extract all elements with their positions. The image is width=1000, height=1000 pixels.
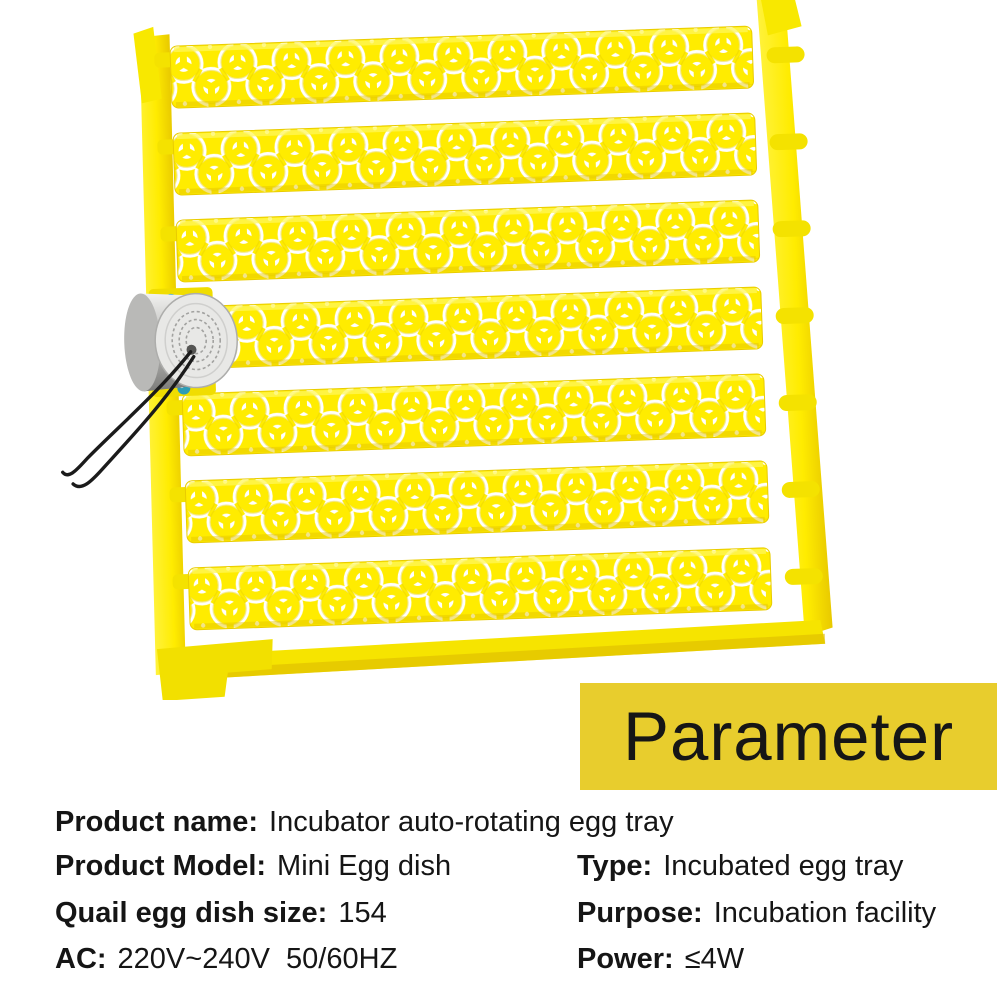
spec-row-model-type bbox=[0, 843, 1000, 889]
spec-row-ac-power bbox=[0, 936, 1000, 982]
spec-label-power: Power: bbox=[577, 942, 674, 975]
spec-label-quail-egg-dish-size: Quail egg dish size: bbox=[55, 896, 328, 929]
spec-value-type: Incubated egg tray bbox=[663, 849, 904, 882]
egg-slat bbox=[160, 198, 812, 283]
tray-foot bbox=[157, 639, 275, 700]
egg-slat bbox=[157, 111, 809, 196]
turner-motor bbox=[56, 286, 242, 487]
egg-slat bbox=[163, 285, 815, 370]
spec-label-product-name: Product name: bbox=[55, 805, 259, 838]
spec-label-ac: AC: bbox=[55, 942, 107, 975]
spec-value-quail-egg-dish-size: 154 bbox=[338, 896, 387, 929]
spec-label-purpose: Purpose: bbox=[577, 896, 703, 929]
egg-slat bbox=[169, 459, 821, 544]
spec-value-purpose: Incubation facility bbox=[713, 896, 937, 929]
spec-row-size-purpose bbox=[0, 890, 1000, 936]
spec-row-product-name bbox=[0, 799, 1000, 845]
spec-value-power: ≤4W bbox=[684, 942, 745, 975]
parameter-banner bbox=[580, 683, 997, 790]
spec-value-ac: 220V~240V 50/60HZ bbox=[117, 942, 398, 975]
spec-value-product-model: Mini Egg dish bbox=[277, 849, 452, 882]
spec-value-product-name: Incubator auto-rotating egg tray bbox=[269, 805, 674, 838]
egg-tray bbox=[47, 0, 835, 700]
parameter-title: Parameter bbox=[622, 698, 955, 775]
egg-slat bbox=[154, 24, 806, 109]
egg-slat bbox=[166, 372, 818, 457]
egg-slat bbox=[172, 546, 824, 631]
spec-label-product-model: Product Model: bbox=[55, 849, 267, 882]
spec-label-type: Type: bbox=[577, 849, 653, 882]
